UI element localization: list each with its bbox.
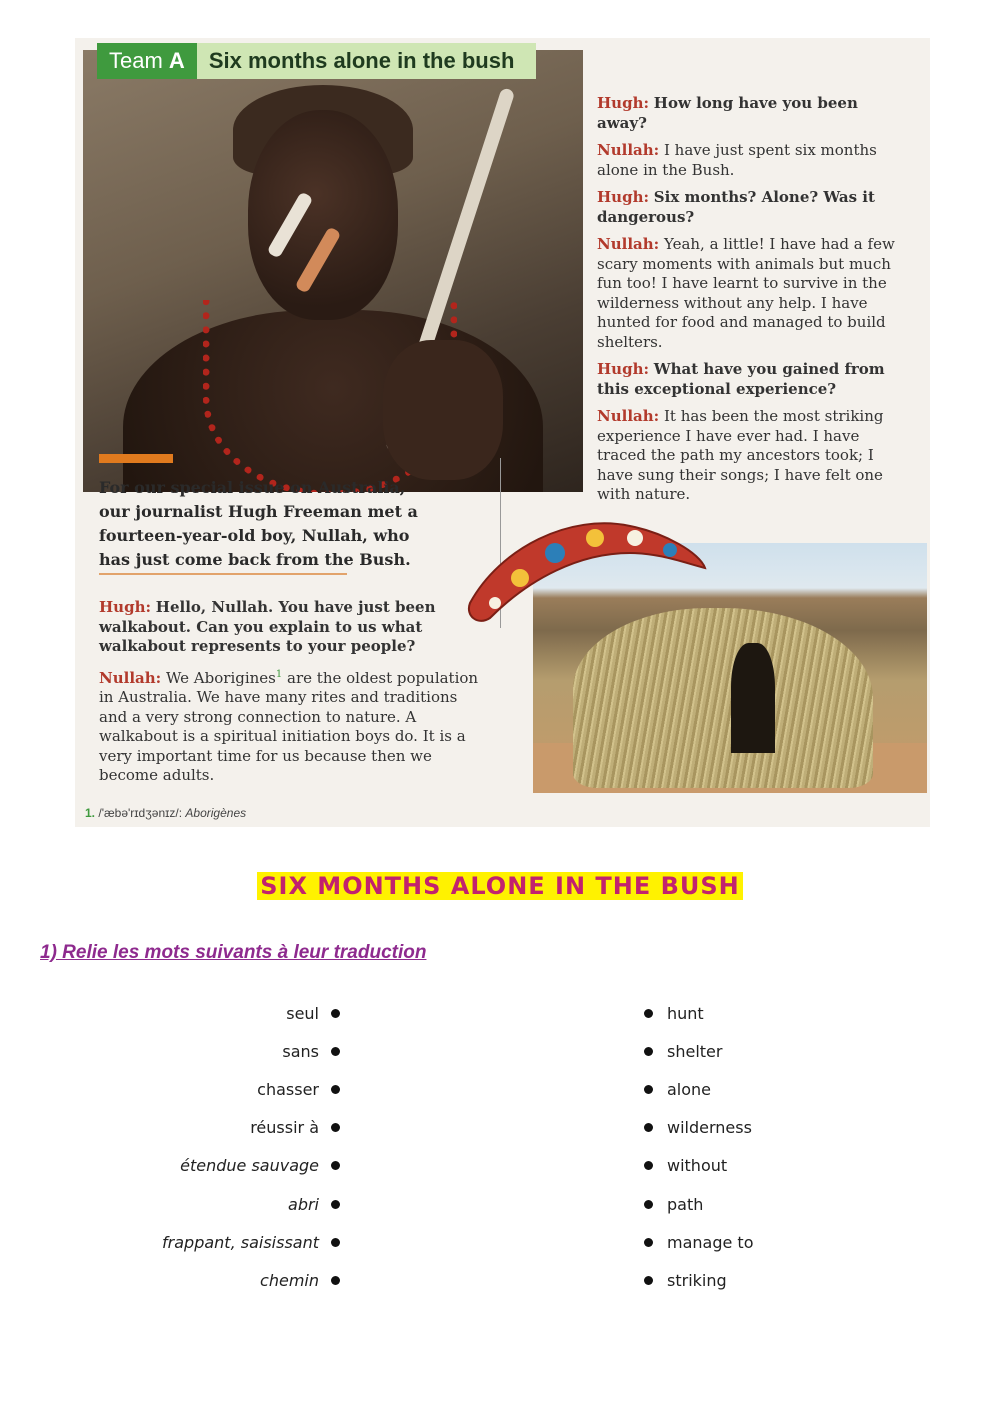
match-left-column bbox=[162, 994, 340, 1300]
word: frappant, saisissant bbox=[162, 1232, 319, 1252]
speaker: Hugh: bbox=[99, 598, 152, 616]
speaker: Hugh: bbox=[597, 360, 650, 378]
match-dot[interactable] bbox=[644, 1085, 653, 1094]
word: wilderness bbox=[667, 1118, 752, 1138]
article-header bbox=[97, 43, 536, 79]
dialogue-line bbox=[597, 407, 897, 505]
match-left-item[interactable] bbox=[162, 1185, 340, 1223]
dialogue-line bbox=[597, 360, 897, 399]
line-text: It has been the most striking experience I have ever had. I have traced the path my ancestors took; I have sung their songs; I have felt one with nature. bbox=[597, 407, 884, 503]
word: alone bbox=[667, 1079, 712, 1099]
speaker: Nullah: bbox=[597, 407, 660, 425]
match-right-item[interactable] bbox=[644, 1032, 753, 1070]
match-right-column bbox=[644, 994, 753, 1300]
match-dot[interactable] bbox=[644, 1200, 653, 1209]
word: path bbox=[667, 1194, 704, 1214]
match-dot[interactable] bbox=[644, 1161, 653, 1170]
line-text: I have just spent six months alone in the Bush. bbox=[597, 141, 877, 179]
match-right-item[interactable] bbox=[644, 1109, 753, 1147]
line-text: Hello, Nullah. You have just been walkabout. Can you explain to us what walkabout represents to your people? bbox=[99, 598, 436, 655]
match-dot[interactable] bbox=[644, 1276, 653, 1285]
match-dot[interactable] bbox=[644, 1009, 653, 1018]
line-text: How long have you been away? bbox=[597, 94, 858, 132]
magazine-scan bbox=[75, 38, 930, 827]
article-title: Six months alone in the bush bbox=[197, 43, 537, 79]
dialogue-line bbox=[99, 665, 489, 786]
team-letter: A bbox=[168, 48, 185, 73]
match-right-item[interactable] bbox=[644, 994, 753, 1032]
match-dot[interactable] bbox=[331, 1161, 340, 1170]
accent-bar bbox=[99, 454, 173, 463]
speaker: Nullah: bbox=[99, 668, 162, 687]
word: abri bbox=[288, 1194, 319, 1214]
word: seul bbox=[286, 1003, 319, 1023]
match-dot[interactable] bbox=[331, 1047, 340, 1056]
footnote-translation: Aborigènes bbox=[185, 806, 247, 820]
footnote-phonetic: /'æbə'rɪdʒənɪz/: bbox=[98, 806, 183, 820]
match-dot[interactable] bbox=[331, 1009, 340, 1018]
word: hunt bbox=[667, 1003, 704, 1023]
word: manage to bbox=[667, 1232, 754, 1252]
team-label: Team bbox=[109, 48, 163, 73]
exercise-instruction: 1) Relie les mots suivants à leur traduction bbox=[40, 942, 427, 963]
team-badge bbox=[97, 43, 197, 79]
dialogue-line bbox=[99, 598, 489, 657]
footnote-number: 1. bbox=[85, 806, 96, 820]
hut-doorway bbox=[731, 643, 775, 753]
match-left-item[interactable] bbox=[162, 1070, 340, 1108]
worksheet-title-wrap bbox=[0, 872, 1000, 900]
match-left-item[interactable] bbox=[162, 1032, 340, 1070]
speaker: Hugh: bbox=[597, 188, 650, 206]
line-text: are the oldest population in Australia. We have many rites and traditions and a very strong connection to nature. A walkabout is a spiritual initiation boys do. It is a very important time for us because then we become adults. bbox=[99, 668, 479, 784]
footnote-ref: 1 bbox=[275, 668, 283, 680]
dialogue-line bbox=[597, 141, 897, 180]
footnote bbox=[85, 806, 246, 820]
divider bbox=[99, 573, 347, 575]
word: chasser bbox=[257, 1079, 319, 1099]
match-dot[interactable] bbox=[331, 1276, 340, 1285]
speaker: Nullah: bbox=[597, 141, 660, 159]
speaker: Hugh: bbox=[597, 94, 650, 112]
dialogue-line bbox=[597, 235, 897, 352]
photo-aboriginal-boy bbox=[83, 50, 583, 492]
match-dot[interactable] bbox=[644, 1238, 653, 1247]
article-intro: For our special issue on Australia, our journalist Hugh Freeman met a fourteen-year-old boy, Nullah, who has just come back from the Bush. bbox=[99, 478, 418, 569]
photo-boy-hand bbox=[383, 340, 503, 480]
line-text: Yeah, a little! I have had a few scary moments with animals but much fun too! I have learnt to survive in the wilderness without any help. I have hunted for food and managed to build shelters. bbox=[597, 235, 895, 351]
match-right-item[interactable] bbox=[644, 1223, 753, 1261]
word: sans bbox=[282, 1041, 319, 1061]
line-text: We Aborigines bbox=[165, 668, 276, 687]
match-dot[interactable] bbox=[331, 1123, 340, 1132]
word: striking bbox=[667, 1270, 727, 1290]
dialogue-line bbox=[597, 94, 897, 133]
photo-boy-face bbox=[248, 110, 398, 320]
match-dot[interactable] bbox=[331, 1238, 340, 1247]
word: chemin bbox=[260, 1270, 319, 1290]
match-left-item[interactable] bbox=[162, 994, 340, 1032]
match-right-item[interactable] bbox=[644, 1185, 753, 1223]
speaker: Nullah: bbox=[597, 235, 660, 253]
worksheet-title: SIX MONTHS ALONE IN THE BUSH bbox=[257, 872, 743, 900]
match-dot[interactable] bbox=[644, 1123, 653, 1132]
match-left-item[interactable] bbox=[162, 1109, 340, 1147]
left-dialogue bbox=[99, 598, 489, 794]
match-right-item[interactable] bbox=[644, 1070, 753, 1108]
line-text: What have you gained from this exceptional experience? bbox=[597, 360, 885, 398]
word: étendue sauvage bbox=[180, 1156, 319, 1176]
match-dot[interactable] bbox=[331, 1200, 340, 1209]
match-left-item[interactable] bbox=[162, 1261, 340, 1299]
match-dot[interactable] bbox=[644, 1047, 653, 1056]
word: shelter bbox=[667, 1041, 723, 1061]
dialogue-line bbox=[597, 188, 897, 227]
right-dialogue bbox=[597, 94, 897, 513]
match-left-item[interactable] bbox=[162, 1223, 340, 1261]
line-text: Six months? Alone? Was it dangerous? bbox=[597, 188, 875, 226]
word: réussir à bbox=[250, 1118, 319, 1138]
word: without bbox=[667, 1156, 728, 1176]
match-right-item[interactable] bbox=[644, 1261, 753, 1299]
match-dot[interactable] bbox=[331, 1085, 340, 1094]
boomerang-illustration bbox=[460, 508, 710, 628]
grass-hut bbox=[573, 608, 873, 788]
match-left-item[interactable] bbox=[162, 1147, 340, 1185]
match-right-item[interactable] bbox=[644, 1147, 753, 1185]
